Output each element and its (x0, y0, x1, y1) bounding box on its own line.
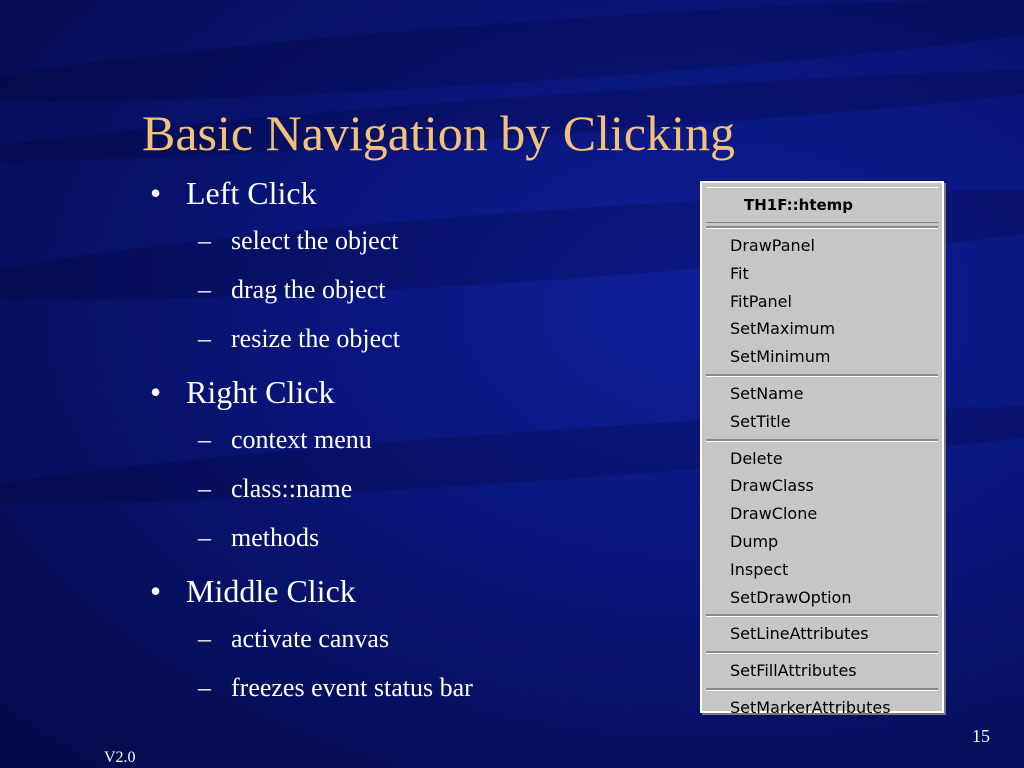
dash-icon: – (198, 523, 211, 552)
menu-item-drawpanel[interactable]: DrawPanel (730, 236, 815, 255)
sub-item (150, 216, 710, 265)
sub-item-label: context menu (231, 425, 372, 454)
bullet-item (150, 170, 710, 216)
menu-item-drawclone[interactable]: DrawClone (730, 504, 818, 524)
version-label: V2.0 (104, 749, 136, 766)
menu-item-fit[interactable]: Fit (730, 263, 749, 283)
bullet-item (150, 568, 710, 614)
menu-item-drawclass[interactable]: DrawClass (730, 476, 814, 496)
menu-item-inspect[interactable]: Inspect (730, 559, 789, 579)
sub-item-label: drag the object (231, 275, 386, 304)
menu-item-setname[interactable]: SetName (730, 383, 804, 403)
dash-icon: – (198, 474, 211, 503)
page-number: 15 (972, 726, 990, 746)
menu-item-dump[interactable]: Dump (730, 531, 779, 551)
dash-icon: – (198, 324, 211, 353)
sub-item-label: resize the object (231, 324, 400, 353)
slide-title: Basic Navigation by Clicking (142, 105, 735, 161)
menu-separator (706, 374, 938, 377)
dash-icon: – (198, 275, 211, 304)
sub-item-label: select the object (231, 226, 399, 255)
context-menu-title: TH1F::htemp (706, 187, 938, 223)
bullet-item (150, 369, 710, 415)
bullet-label: Left Click (186, 175, 317, 211)
bullet-list (150, 170, 710, 712)
sub-item (150, 663, 710, 712)
sub-item (150, 513, 710, 562)
dash-icon: – (198, 425, 211, 454)
menu-item-settitle[interactable]: SetTitle (730, 411, 791, 431)
menu-item-delete[interactable]: Delete (730, 448, 783, 468)
bullet-label: Middle Click (186, 573, 356, 609)
sub-item (150, 415, 710, 464)
bullet-icon: • (150, 374, 162, 410)
sub-item (150, 265, 710, 314)
menu-item-fitpanel[interactable]: FitPanel (730, 291, 792, 311)
menu-separator (706, 688, 938, 691)
sub-item (150, 614, 710, 663)
bullet-icon: • (150, 573, 162, 609)
sub-item-label: activate canvas (231, 624, 390, 653)
sub-item (150, 464, 710, 513)
menu-separator (706, 226, 938, 229)
menu-separator (706, 614, 938, 617)
dash-icon: – (198, 624, 211, 653)
sub-item (150, 314, 710, 363)
menu-separator (706, 651, 938, 654)
menu-item-setmarkerattributes[interactable]: SetMarkerAttributes (730, 697, 891, 717)
context-menu (700, 181, 944, 717)
dash-icon: – (198, 673, 211, 702)
bullet-label: Right Click (186, 374, 335, 410)
sub-item-label: class::name (231, 474, 353, 503)
menu-separator (706, 439, 938, 442)
sub-item-label: freezes event status bar (231, 673, 473, 702)
menu-item-setlineattributes[interactable]: SetLineAttributes (730, 624, 869, 644)
menu-item-setminimum[interactable]: SetMinimum (730, 347, 831, 367)
bullet-icon: • (150, 175, 162, 211)
menu-item-setmaximum[interactable]: SetMaximum (730, 319, 836, 339)
menu-item-setdrawoption[interactable]: SetDrawOption (730, 587, 852, 607)
sub-item-label: methods (231, 523, 320, 552)
menu-item-setfillattributes[interactable]: SetFillAttributes (730, 661, 857, 681)
dash-icon: – (198, 226, 211, 255)
